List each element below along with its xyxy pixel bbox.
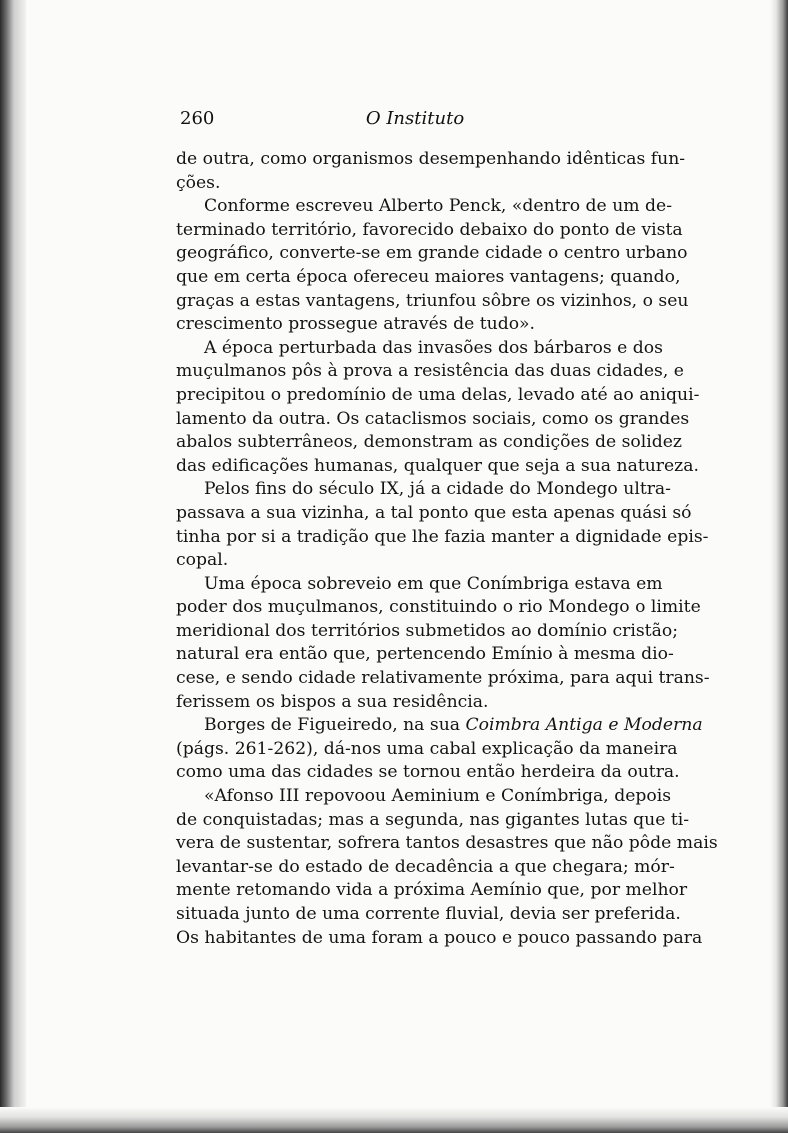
text-line: meridional dos territórios submetidos ao domínio cristão; bbox=[176, 620, 678, 641]
text-line: (págs. 261-262), dá-nos uma cabal explicação da maneira bbox=[176, 738, 678, 759]
text-line: Uma época sobreveio em que Conímbriga estava em bbox=[204, 573, 663, 594]
text-line: graças a estas vantagens, triunfou sôbre os vizinhos, o seu bbox=[176, 290, 689, 311]
page-left-edge bbox=[0, 0, 26, 1133]
page-right-edge bbox=[770, 0, 788, 1133]
text-line: mente retomando vida a próxima Aemínio que, por melhor bbox=[176, 880, 688, 901]
page-number: 260 bbox=[180, 108, 215, 129]
book-title: Coimbra Antiga e Moderna bbox=[465, 715, 703, 736]
text-line: terminado território, favorecido debaixo do ponto de vista bbox=[176, 219, 683, 240]
text-line: ferissem os bispos a sua residência. bbox=[176, 691, 489, 712]
running-header bbox=[180, 108, 650, 134]
body-text bbox=[176, 148, 718, 950]
text-line: copal. bbox=[176, 550, 229, 571]
text-line: das edificações humanas, qualquer que seja a sua natureza. bbox=[176, 455, 699, 476]
text-line: crescimento prossegue através de tudo». bbox=[176, 314, 536, 335]
text-line: de conquistadas; mas a segunda, nas gigantes lutas que ti- bbox=[176, 809, 690, 830]
text-line: Os habitantes de uma foram a pouco e pouco passando para bbox=[176, 927, 703, 948]
text-line: A época perturbada das invasões dos bárbaros e dos bbox=[204, 337, 663, 358]
text-line: natural era então que, pertencendo Emínio à mesma dio- bbox=[176, 644, 674, 665]
text-line: levantar-se do estado de decadência a que chegara; mór- bbox=[176, 856, 675, 877]
text-line: passava a sua vizinha, a tal ponto que esta apenas quási só bbox=[176, 502, 692, 523]
text-line: ções. bbox=[176, 172, 221, 193]
text-line: precipitou o predomínio de uma delas, levado até ao aniqui- bbox=[176, 384, 700, 405]
text-line: vera de sustentar, sofrera tantos desastres que não pôde mais bbox=[176, 833, 718, 854]
running-title: O Instituto bbox=[365, 108, 465, 129]
text-line: de outra, como organismos desempenhando idênticas fun- bbox=[176, 149, 686, 169]
text-line: cese, e sendo cidade relativamente próxima, para aqui trans- bbox=[176, 668, 710, 689]
text-line: que em certa época ofereceu maiores vantagens; quando, bbox=[176, 266, 681, 287]
text-line: como uma das cidades se tornou então herdeira da outra. bbox=[176, 762, 680, 783]
text-line: muçulmanos pôs à prova a resistência das duas cidades, e bbox=[176, 361, 684, 382]
text-line: situada junto de uma corrente fluvial, devia ser preferida. bbox=[176, 904, 681, 924]
text-line: abalos subterrâneos, demonstram as condições de solidez bbox=[176, 432, 682, 453]
text-line: «Afonso III repovoou Aeminium e Conímbriga, depois bbox=[204, 786, 672, 807]
text-line: geográfico, converte-se em grande cidade o centro urbano bbox=[176, 243, 688, 264]
text-line: Borges de Figueiredo, na sua Coimbra Antiga e Moderna bbox=[204, 715, 703, 736]
page-bottom-edge bbox=[0, 1107, 788, 1133]
text-line: Pelos fins do século IX, já a cidade do Mondego ultra- bbox=[204, 479, 671, 500]
text-line: poder dos muçulmanos, constituindo o rio Mondego o limite bbox=[176, 597, 701, 618]
text-line: lamento da outra. Os cataclismos sociais, como os grandes bbox=[176, 408, 690, 429]
text-line: tinha por si a tradição que lhe fazia manter a dignidade epis- bbox=[176, 526, 709, 547]
text-line: Conforme escreveu Alberto Penck, «dentro de um de- bbox=[204, 196, 673, 217]
